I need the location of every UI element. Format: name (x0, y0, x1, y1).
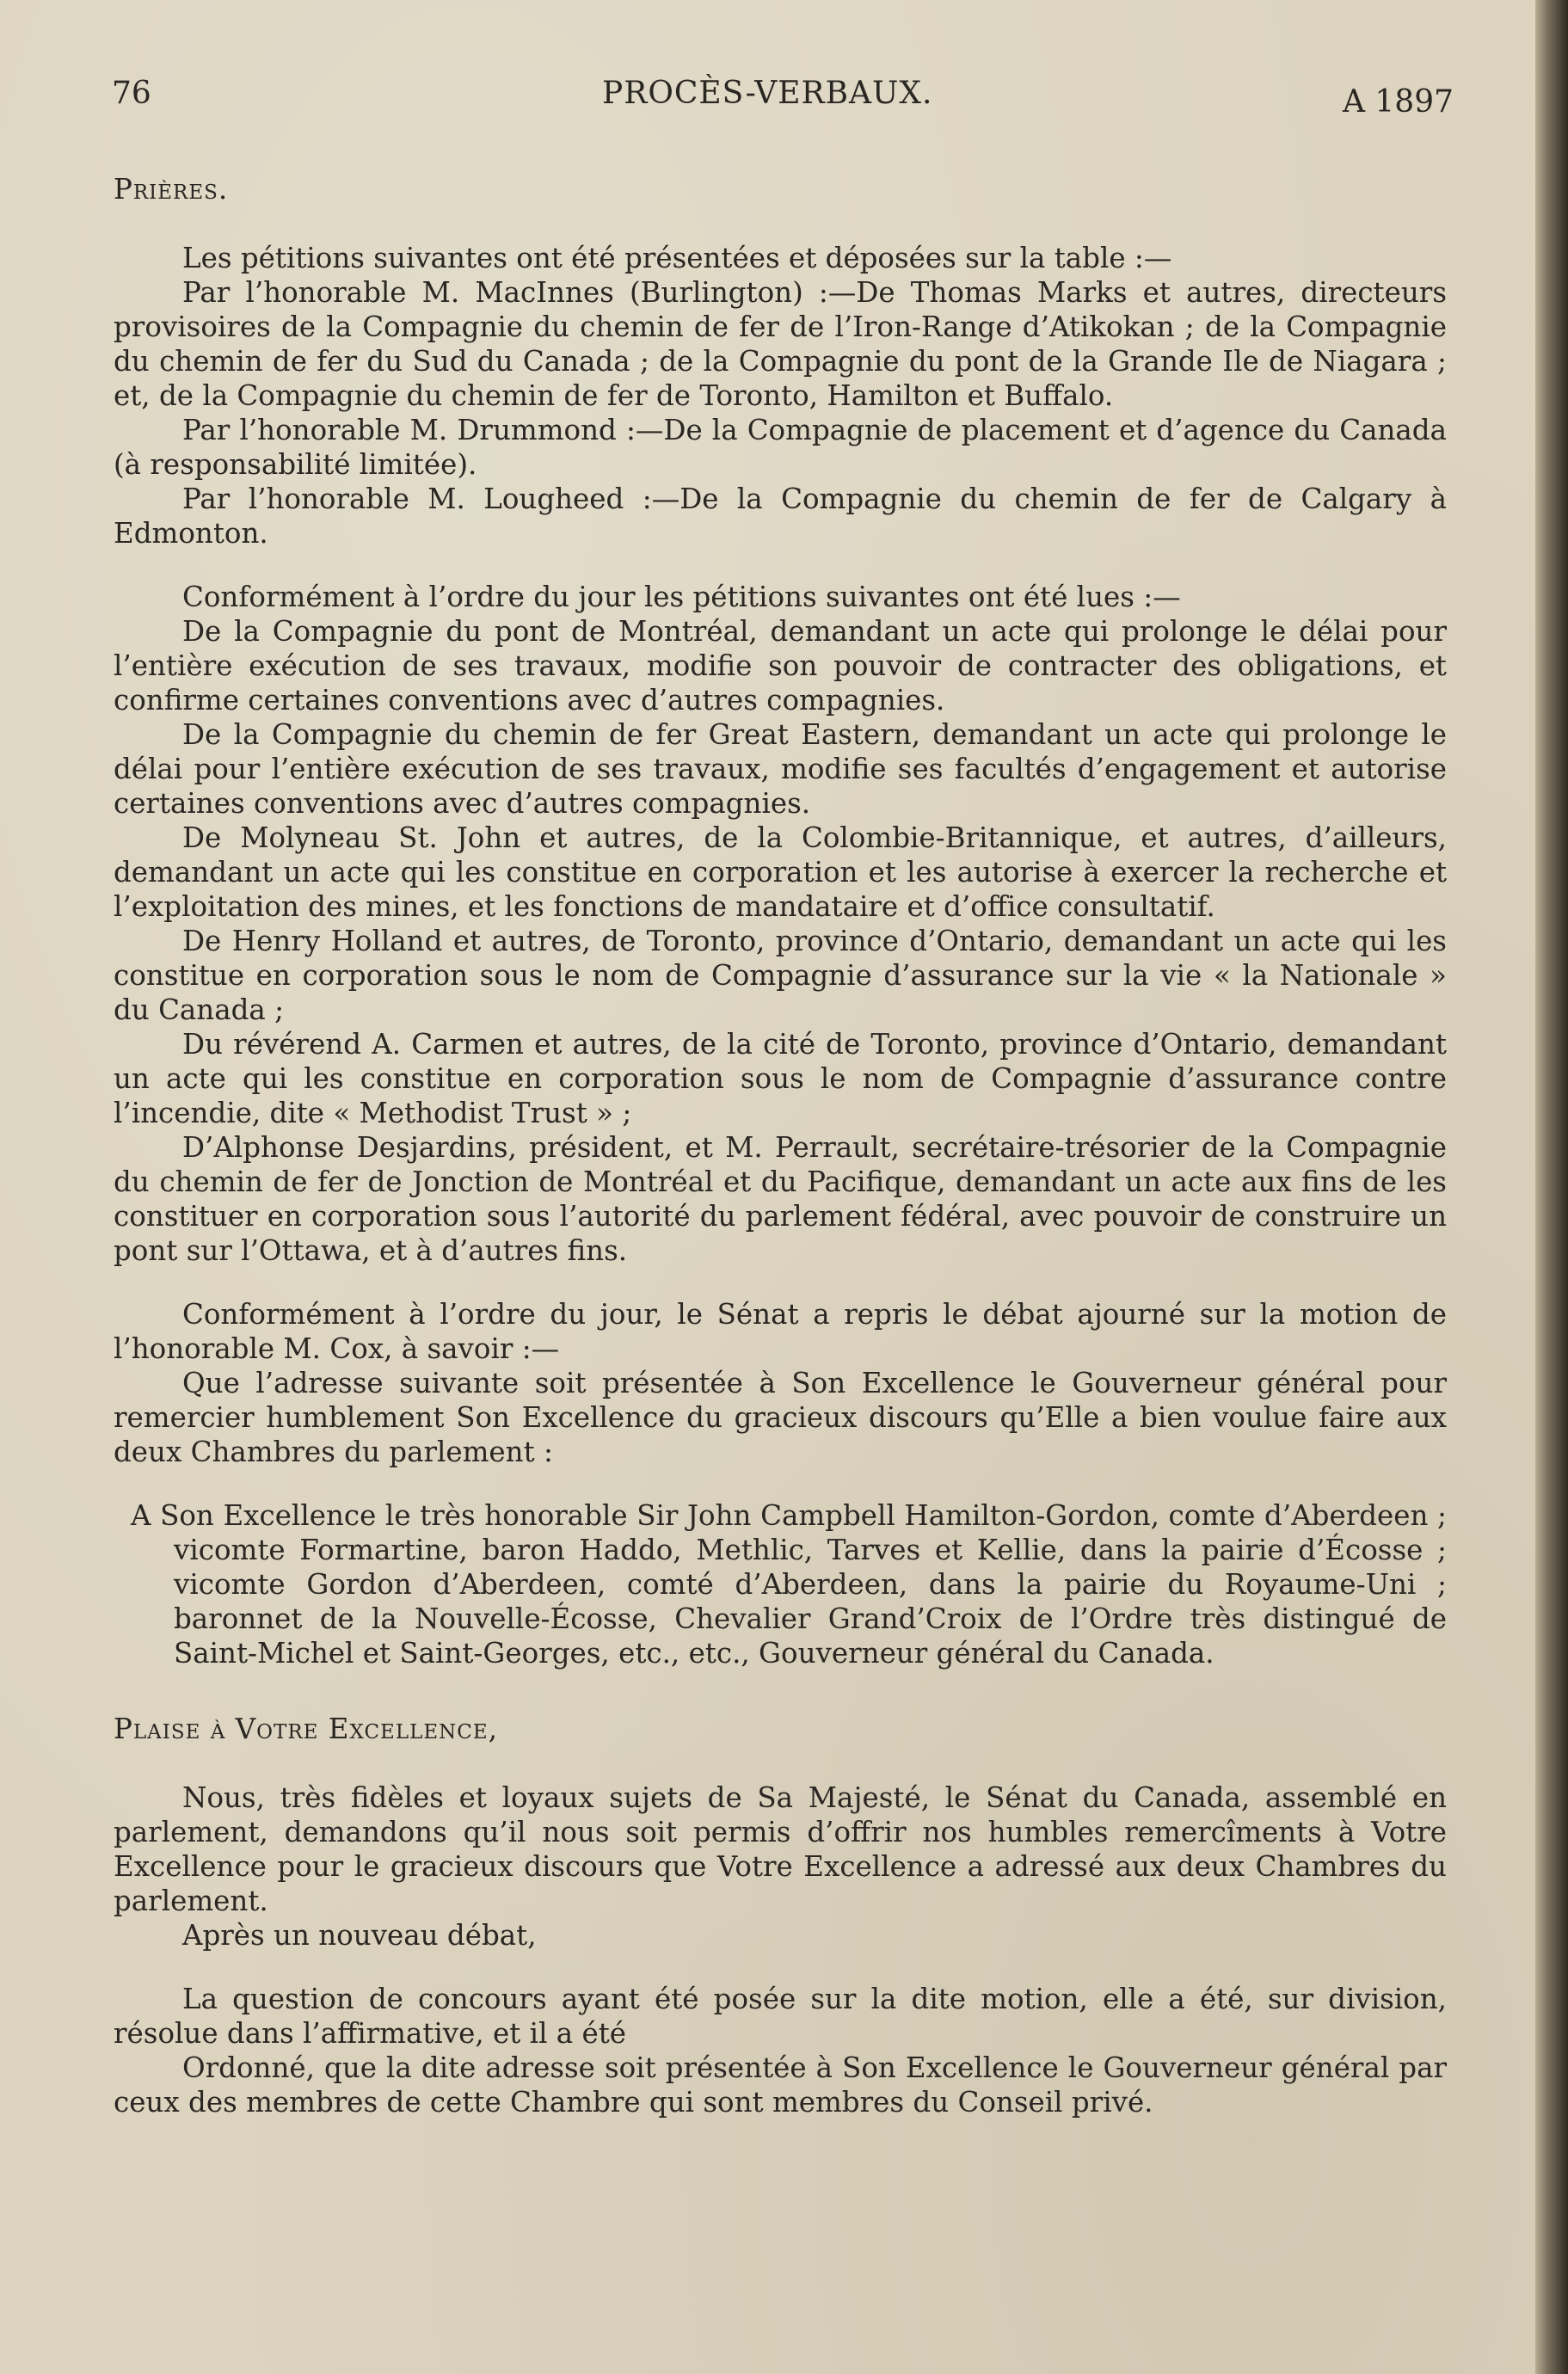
paragraph: De Henry Holland et autres, de Toronto, province d’Ontario, demandant un acte qui les constitue en corporation sous le nom de Compagnie d’assurance sur la vie « la Nationale » du Canada ; (114, 925, 1447, 1026)
paragraph: Conformément à l’ordre du jour, le Sénat a repris le débat ajourné sur la motion de l’honorable M. Cox, à savoir :— (114, 1298, 1447, 1365)
minutes-body (114, 172, 1447, 2119)
address-heading: Plaise à Votre Excellence, (114, 1713, 499, 1745)
paragraph: Après un nouveau débat, (182, 1919, 537, 1952)
session-year: A 1897 (1342, 84, 1454, 120)
paragraph: Les pétitions suivantes ont été présentées et déposées sur la table :— (182, 242, 1172, 274)
address-salutation: A Son Excellence le très honorable Sir John Campbell Hamilton-Gordon, comte d’Aberdeen ; vicomte Formartine, baron Haddo, Methlic, Tarves et Kellie, dans la pairie d’Écosse ; vicomte Gordon d’Aberdeen, comté d’Aberdeen, dans la pairie du Royaume-Uni ; baronnet de la Nouvelle-Écosse, Chevalier Grand’Croix de l’Ordre très distingué de Saint-Michel et Saint-Georges, etc., etc., Gouverneur général du Canada. (131, 1499, 1447, 1670)
paragraph: De la Compagnie du pont de Montréal, demandant un acte qui prolonge le délai pour l’entière exécution de ses travaux, modifie son pouvoir de contracter des obligations, et confirme certaines conventions avec d’autres compagnies. (114, 615, 1447, 717)
paragraph: Du révérend A. Carmen et autres, de la cité de Toronto, province d’Ontario, demandant un acte qui les constitue en corporation sous le nom de Compagnie d’assurance contre l’incendie, dite « Methodist Trust » ; (114, 1028, 1447, 1129)
paragraph: Conformément à l’ordre du jour les pétitions suivantes ont été lues :— (182, 581, 1181, 613)
paragraph: De Molyneau St. John et autres, de la Colombie-Britannique, et autres, d’ailleurs, demandant un acte qui les constitue en corporation et les autorise à exercer la recherche et l’exploitation des mines, et les fonctions de mandataire et d’office consultatif. (114, 821, 1447, 923)
page-binding-edge (1535, 0, 1568, 2374)
page-number: 76 (112, 76, 151, 111)
paragraph: D’Alphonse Desjardins, président, et M. Perrault, secrétaire-trésorier de la Compagnie du chemin de fer de Jonction de Montréal et du Pacifique, demandant un acte aux fins de les constituer en corporation sous l’autorité du parlement fédéral, avec pouvoir de construire un pont sur l’Ottawa, et à d’autres fins. (114, 1131, 1447, 1267)
paragraph: Par l’honorable M. MacInnes (Burlington) :—De Thomas Marks et autres, directeurs provisoires de la Compagnie du chemin de fer de l’Iron-Range d’Atikokan ; de la Compagnie du chemin de fer du Sud du Canada ; de la Compagnie du pont de la Grande Ile de Niagara ; et, de la Compagnie du chemin de fer de Toronto, Hamilton et Buffalo. (114, 276, 1447, 412)
page-title: PROCÈS-VERBAUX. (602, 76, 933, 111)
section-heading-prayers: Prières. (114, 173, 229, 206)
running-header (112, 76, 1454, 127)
paragraph: Que l’adresse suivante soit présentée à Son Excellence le Gouverneur général pour remercier humblement Son Excellence du gracieux discours qu’Elle a bien voulue faire aux deux Chambres du parlement : (114, 1367, 1447, 1468)
paragraph: La question de concours ayant été posée sur la dite motion, elle a été, sur division, résolue dans l’affirmative, et il a été (114, 1983, 1447, 2050)
paragraph: Par l’honorable M. Lougheed :—De la Compagnie du chemin de fer de Calgary à Edmonton. (114, 483, 1447, 550)
paragraph: Par l’honorable M. Drummond :—De la Compagnie de placement et d’agence du Canada (à responsabilité limitée). (114, 414, 1447, 481)
paragraph: De la Compagnie du chemin de fer Great Eastern, demandant un acte qui prolonge le délai pour l’entière exécution de ses travaux, modifie ses facultés d’engagement et autorise certaines conventions avec d’autres compagnies. (114, 718, 1447, 820)
paragraph: Ordonné, que la dite adresse soit présentée à Son Excellence le Gouverneur général par ceux des membres de cette Chambre qui sont membres du Conseil privé. (114, 2051, 1447, 2119)
paragraph: Nous, très fidèles et loyaux sujets de Sa Majesté, le Sénat du Canada, assemblé en parlement, demandons qu’il nous soit permis d’offrir nos humbles remercîments à Votre Excellence pour le gracieux discours que Votre Excellence a adressé aux deux Chambres du parlement. (114, 1781, 1447, 1917)
